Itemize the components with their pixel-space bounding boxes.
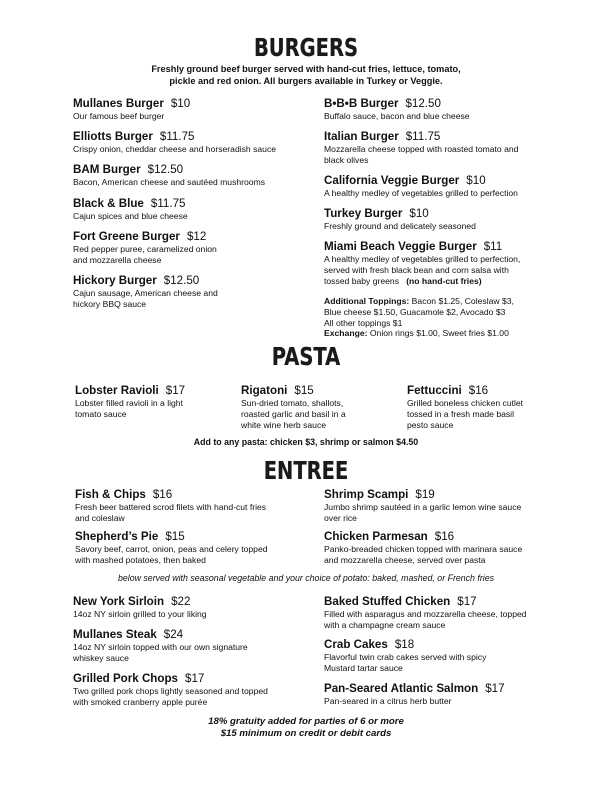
burgers-heading: BURGERS — [253, 33, 359, 62]
item-desc-line: 14oz NY sirloin grilled to your liking — [73, 609, 207, 619]
item-price: $17 — [485, 682, 505, 695]
item-desc-line: A healthy medley of vegetables grilled to perfection, — [324, 254, 521, 264]
burgers-intro-line: Freshly ground beef burger served with hand-cut fries, lettuce, tomato, — [151, 64, 461, 74]
item-price: $15 — [294, 384, 314, 397]
menu-item — [75, 488, 266, 524]
item-title — [324, 595, 527, 608]
item-desc-line: Two grilled pork chops lightly seasoned and topped — [73, 686, 268, 696]
item-desc-line: Flavorful twin crab cakes served with spicy — [324, 652, 487, 662]
item-desc-line: and mozzarella cheese, served over pasta — [324, 555, 486, 565]
menu-item — [73, 274, 218, 310]
item-title — [407, 384, 523, 397]
item-desc-line: Bacon, American cheese and sautéed mushrooms — [73, 177, 266, 187]
item-name: Shepherd’s Pie — [75, 530, 159, 543]
item-desc-line: with mashed potatoes, then baked — [75, 555, 206, 565]
item-price: $12.50 — [405, 97, 441, 110]
item-desc-note: (no hand-cut fries) — [406, 276, 482, 286]
item-desc — [324, 188, 518, 199]
item-desc-line: Filled with asparagus and mozzarella cheese, topped — [324, 609, 527, 619]
item-price: $16 — [152, 488, 173, 501]
toppings-line: All other toppings $1 — [324, 317, 403, 328]
item-price: $17 — [185, 672, 205, 685]
item-desc — [73, 288, 218, 310]
item-price: $12.50 — [163, 274, 200, 287]
gratuity-note: 18% gratuity added for parties of 6 or more — [208, 716, 404, 727]
toppings-info — [324, 296, 514, 339]
item-title — [324, 174, 518, 187]
toppings-line: Blue cheese $1.50, Guacamole $2, Avocado $3 — [324, 306, 506, 317]
item-name: Fort Greene Burger — [73, 230, 180, 243]
burgers-intro-line: pickle and red onion. All burgers available in Turkey or Veggie. — [169, 75, 443, 86]
menu-item — [73, 97, 190, 122]
item-name: B•B•B Burger — [324, 97, 399, 110]
item-desc — [75, 544, 268, 566]
item-name: California Veggie Burger — [324, 174, 460, 187]
item-price: $10 — [466, 174, 486, 187]
item-price: $16 — [468, 384, 489, 397]
item-desc — [324, 502, 521, 524]
item-desc-line: hickory BBQ sauce — [73, 299, 147, 309]
item-name: Mullanes Steak — [73, 628, 157, 641]
item-title — [73, 130, 276, 143]
item-desc — [73, 211, 188, 222]
item-desc-line: black olives — [324, 155, 369, 165]
item-desc-line: Lobster filled ravioli in a light — [75, 398, 183, 408]
pasta-heading: PASTA — [271, 342, 341, 371]
item-price: $11.75 — [150, 197, 186, 210]
menu-item — [75, 384, 185, 420]
item-desc-line: Crispy onion, cheddar cheese and horseradish sauce — [73, 144, 277, 154]
item-desc-line: A healthy medley of vegetables grilled to perfection — [324, 188, 518, 198]
item-desc-line: Grilled boneless chicken cutlet — [407, 398, 524, 408]
item-title — [324, 97, 470, 110]
item-desc-line: Cajun spices and blue cheese — [73, 211, 188, 221]
item-title — [324, 488, 521, 501]
item-desc-line: Our famous beef burger — [73, 111, 165, 121]
item-name: Mullanes Burger — [73, 97, 164, 110]
item-desc — [324, 696, 505, 707]
item-desc-line: Freshly ground and delicately seasoned — [324, 221, 476, 231]
menu-item — [73, 130, 276, 155]
item-name: New York Sirloin — [73, 595, 165, 608]
item-desc — [75, 502, 266, 524]
menu-item — [324, 530, 522, 566]
item-desc-line: Mozzarella cheese topped with roasted tomato and — [324, 144, 519, 154]
item-title — [73, 628, 248, 641]
served-with-note: below served with seasonal vegetable and your choice of potato: baked, mashed, or French fries — [117, 573, 495, 583]
menu-item — [324, 97, 470, 122]
item-desc — [324, 544, 522, 566]
item-name: Black & Blue — [73, 197, 144, 210]
menu-item — [73, 230, 217, 266]
footer-notes — [0, 716, 612, 740]
item-title — [241, 384, 346, 397]
item-price: $19 — [415, 488, 435, 501]
item-title — [324, 638, 486, 651]
menu-item — [241, 384, 346, 431]
menu-item — [324, 682, 505, 707]
item-name: Pan-Seared Atlantic Salmon — [324, 682, 479, 695]
item-name: Elliotts Burger — [73, 130, 153, 143]
item-title — [75, 530, 268, 543]
menu-item — [324, 207, 476, 232]
item-desc-line: whiskey sauce — [73, 653, 129, 663]
item-name: Crab Cakes — [324, 638, 388, 651]
item-desc-line: with a champagne cream sauce — [324, 620, 446, 630]
item-price: $11.75 — [405, 130, 441, 143]
menu-item — [75, 530, 268, 566]
item-desc — [75, 398, 185, 420]
item-desc-line: roasted garlic and basil in a — [241, 409, 346, 419]
menu-item — [73, 197, 188, 222]
item-title — [73, 97, 190, 110]
item-desc — [73, 609, 207, 620]
item-desc — [324, 144, 518, 166]
item-desc-line: Savory beef, carrot, onion, peas and celery topped — [75, 544, 268, 554]
burgers-intro — [0, 64, 612, 87]
item-title — [73, 595, 207, 608]
item-desc — [324, 254, 520, 287]
item-name: Shrimp Scampi — [324, 488, 409, 501]
item-desc — [73, 111, 190, 122]
item-title — [75, 384, 185, 397]
item-title — [73, 274, 218, 287]
item-price: $17 — [457, 595, 477, 608]
item-desc-line: Red pepper puree, caramelized onion — [73, 244, 217, 254]
item-desc-line: over rice — [324, 513, 357, 523]
item-desc-line: Cajun sausage, American cheese and — [73, 288, 218, 298]
item-name: Fettuccini — [407, 384, 462, 397]
item-desc — [324, 609, 527, 631]
item-desc-line: Mustard tartar sauce — [324, 663, 403, 673]
item-desc — [241, 398, 346, 431]
item-desc-line: Panko-breaded chicken topped with marinara sauce — [324, 544, 523, 554]
menu-item — [324, 130, 518, 166]
item-desc — [73, 244, 217, 266]
item-title — [73, 197, 188, 210]
item-name: Baked Stuffed Chicken — [324, 595, 451, 608]
item-price: $12 — [186, 230, 207, 243]
item-price: $10 — [409, 207, 429, 220]
item-desc-line: Buffalo sauce, bacon and blue cheese — [324, 111, 470, 121]
entree-heading: ENTREE — [263, 456, 349, 485]
pasta-addon-note: Add to any pasta: chicken $3, shrimp or salmon $4.50 — [193, 437, 419, 447]
toppings-line — [324, 296, 514, 307]
item-title — [324, 530, 522, 543]
item-title — [324, 682, 505, 695]
menu-item — [324, 638, 486, 674]
item-name: Italian Burger — [324, 130, 399, 143]
menu-item — [324, 488, 521, 524]
menu-item — [73, 672, 268, 708]
item-desc — [324, 652, 486, 674]
item-desc-line: 14oz NY sirloin topped with our own signature — [73, 642, 248, 652]
item-price: $11 — [483, 240, 503, 253]
item-name: Hickory Burger — [73, 274, 157, 287]
item-desc-line: tossed in a fresh made basil — [407, 409, 515, 419]
item-title — [73, 672, 268, 685]
item-desc-line: white wine herb sauce — [241, 420, 327, 430]
item-price: $22 — [171, 595, 191, 608]
item-desc-line — [324, 276, 520, 287]
menu-item — [324, 174, 518, 199]
item-name: Grilled Pork Chops — [73, 672, 179, 685]
item-title — [324, 207, 476, 220]
item-price: $12.50 — [147, 163, 184, 176]
toppings-text: Bacon $1.25, Coleslaw $3, — [409, 296, 514, 306]
toppings-label: Additional Toppings: — [324, 296, 410, 306]
item-name: Chicken Parmesan — [324, 530, 428, 543]
item-title — [73, 230, 217, 243]
menu-item — [73, 595, 207, 620]
item-name: Rigatoni — [241, 384, 288, 397]
item-price: $11.75 — [159, 130, 195, 143]
item-desc-line: Fresh beer battered scrod filets with hand-cut fries — [75, 502, 267, 512]
item-desc-text: tossed baby greens — [324, 276, 400, 286]
item-desc-line: Pan-seared in a citrus herb butter — [324, 696, 452, 706]
item-desc — [324, 221, 476, 232]
item-price: $24 — [163, 628, 184, 641]
item-price: $18 — [394, 638, 415, 651]
item-desc — [73, 144, 276, 155]
item-desc-line: Jumbo shrimp sautéed in a garlic lemon wine sauce — [324, 502, 522, 512]
menu-item — [73, 628, 248, 664]
item-desc-line: with smoked cranberry apple purée — [73, 697, 208, 707]
card-minimum-note: $15 minimum on credit or debit cards — [220, 728, 392, 739]
item-desc-line: served with fresh black bean and corn salsa with — [324, 265, 509, 275]
item-price: $17 — [165, 384, 186, 397]
item-desc-line: Sun-dried tomato, shallots, — [241, 398, 344, 408]
item-title — [324, 240, 520, 253]
item-name: Fish & Chips — [75, 488, 146, 501]
item-price: $10 — [170, 97, 191, 110]
item-desc-line: and mozzarella cheese — [73, 255, 162, 265]
item-name: Lobster Ravioli — [75, 384, 159, 397]
item-desc — [73, 177, 265, 188]
item-name: Miami Beach Veggie Burger — [324, 240, 477, 253]
item-title — [73, 163, 265, 176]
exchange-label: Exchange: — [324, 328, 368, 339]
menu-item — [407, 384, 523, 431]
menu-item — [324, 595, 527, 631]
item-desc-line: tomato sauce — [75, 409, 127, 419]
item-price: $15 — [165, 530, 185, 543]
item-title — [75, 488, 266, 501]
item-name: BAM Burger — [73, 163, 141, 176]
item-desc — [73, 686, 268, 708]
item-title — [324, 130, 518, 143]
item-desc — [407, 398, 523, 431]
exchange-text: Onion rings $1.00, Sweet fries $1.00 — [367, 328, 509, 339]
exchange-line — [324, 328, 514, 339]
item-price: $16 — [434, 530, 455, 543]
menu-item — [324, 240, 520, 287]
item-desc-line: pesto sauce — [407, 420, 454, 430]
item-desc — [324, 111, 470, 122]
menu-item — [73, 163, 265, 188]
item-desc — [73, 642, 248, 664]
item-desc-line: and coleslaw — [75, 513, 125, 523]
item-name: Turkey Burger — [324, 207, 403, 220]
